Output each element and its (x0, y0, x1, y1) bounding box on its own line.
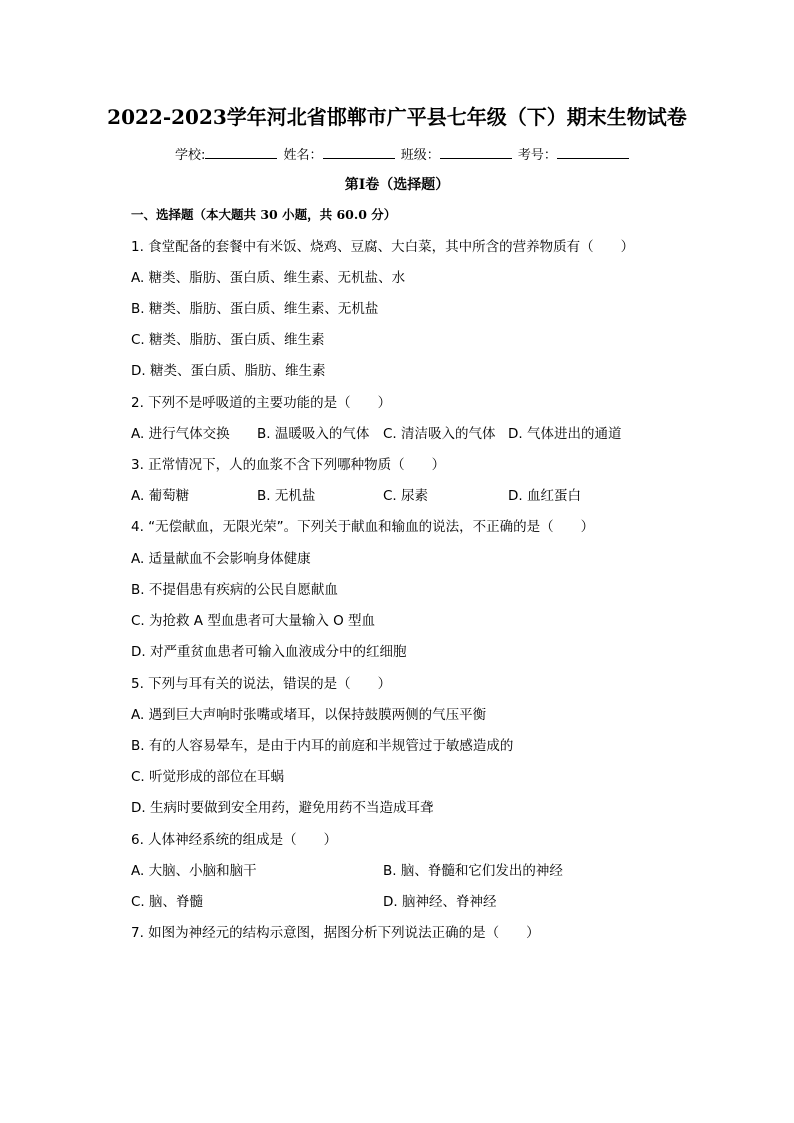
question-stem: 1. 食堂配备的套餐中有米饭、烧鸡、豆腐、大白菜，其中所含的营养物质有（ ） (131, 239, 635, 255)
question-stem: 6. 人体神经系统的组成是（ ） (131, 832, 338, 848)
question-option: D. 对严重贫血患者可输入血液成分中的红细胞 (131, 644, 407, 660)
question-option: D. 脑神经、脊神经 (383, 894, 497, 910)
name-label: 姓名： (283, 148, 323, 163)
question-option: D. 血红蛋白 (508, 488, 581, 504)
question-option: D. 糖类、蛋白质、脂肪、维生素 (131, 363, 326, 379)
name-blank (323, 146, 395, 159)
question-option: A. 葡萄糖 (131, 488, 190, 504)
question-option: C. 为抢救 A 型血患者可大量输入 O 型血 (131, 613, 376, 629)
question-stem: 2. 下列不是呼吸道的主要功能的是（ ） (131, 395, 392, 411)
question-option: B. 脑、脊髓和它们发出的神经 (383, 863, 563, 879)
exam-title: 2022-2023学年河北省邯郸市广平县七年级（下）期末生物试卷 (107, 105, 687, 129)
section-title: 第I卷（选择题） (344, 177, 450, 193)
question-option: D. 生病时要做到安全用药，避免用药不当造成耳聋 (131, 800, 434, 816)
question-option: A. 糖类、脂肪、蛋白质、维生素、无机盐、水 (131, 270, 406, 286)
question-option: D. 气体进出的通道 (508, 426, 622, 442)
question-option: C. 尿素 (383, 488, 429, 504)
question-option: B. 温暖吸入的气体 (257, 426, 370, 442)
question-stem: 7. 如图为神经元的结构示意图，据图分析下列说法正确的是（ ） (131, 925, 540, 941)
question-option: C. 糖类、脂肪、蛋白质、维生素 (131, 332, 325, 348)
question-stem: 3. 正常情况下，人的血浆不含下列哪种物质（ ） (131, 457, 446, 473)
question-stem: 4. “无偿献血，无限光荣”。下列关于献血和输血的说法，不正确的是（ ） (131, 519, 595, 535)
class-blank (440, 146, 512, 159)
question-stem: 5. 下列与耳有关的说法，错误的是（ ） (131, 676, 392, 692)
question-option: B. 无机盐 (257, 488, 316, 504)
exam-number-blank (557, 146, 629, 159)
school-label: 学校: (175, 148, 206, 163)
question-option: A. 适量献血不会影响身体健康 (131, 551, 311, 567)
class-label: 班级： (400, 148, 440, 163)
question-option: A. 遇到巨大声响时张嘴或堵耳，以保持鼓膜两侧的气压平衡 (131, 707, 487, 723)
question-option: A. 进行气体交换 (131, 426, 230, 442)
question-option: B. 糖类、脂肪、蛋白质、维生素、无机盐 (131, 301, 379, 317)
question-option: C. 听觉形成的部位在耳蜗 (131, 769, 285, 785)
student-info-row (175, 146, 631, 165)
question-option: A. 大脑、小脑和脑干 (131, 863, 257, 879)
question-option: B. 有的人容易晕车，是由于内耳的前庭和半规管过于敏感造成的 (131, 738, 514, 754)
part-heading: 一、选择题（本大题共 30 小题，共 60.0 分） (131, 207, 397, 222)
exam-number-label: 考号： (517, 148, 557, 163)
school-blank (205, 146, 277, 159)
question-option: C. 脑、脊髓 (131, 894, 204, 910)
question-option: C. 清洁吸入的气体 (383, 426, 496, 442)
question-option: B. 不提倡患有疾病的公民自愿献血 (131, 582, 338, 598)
